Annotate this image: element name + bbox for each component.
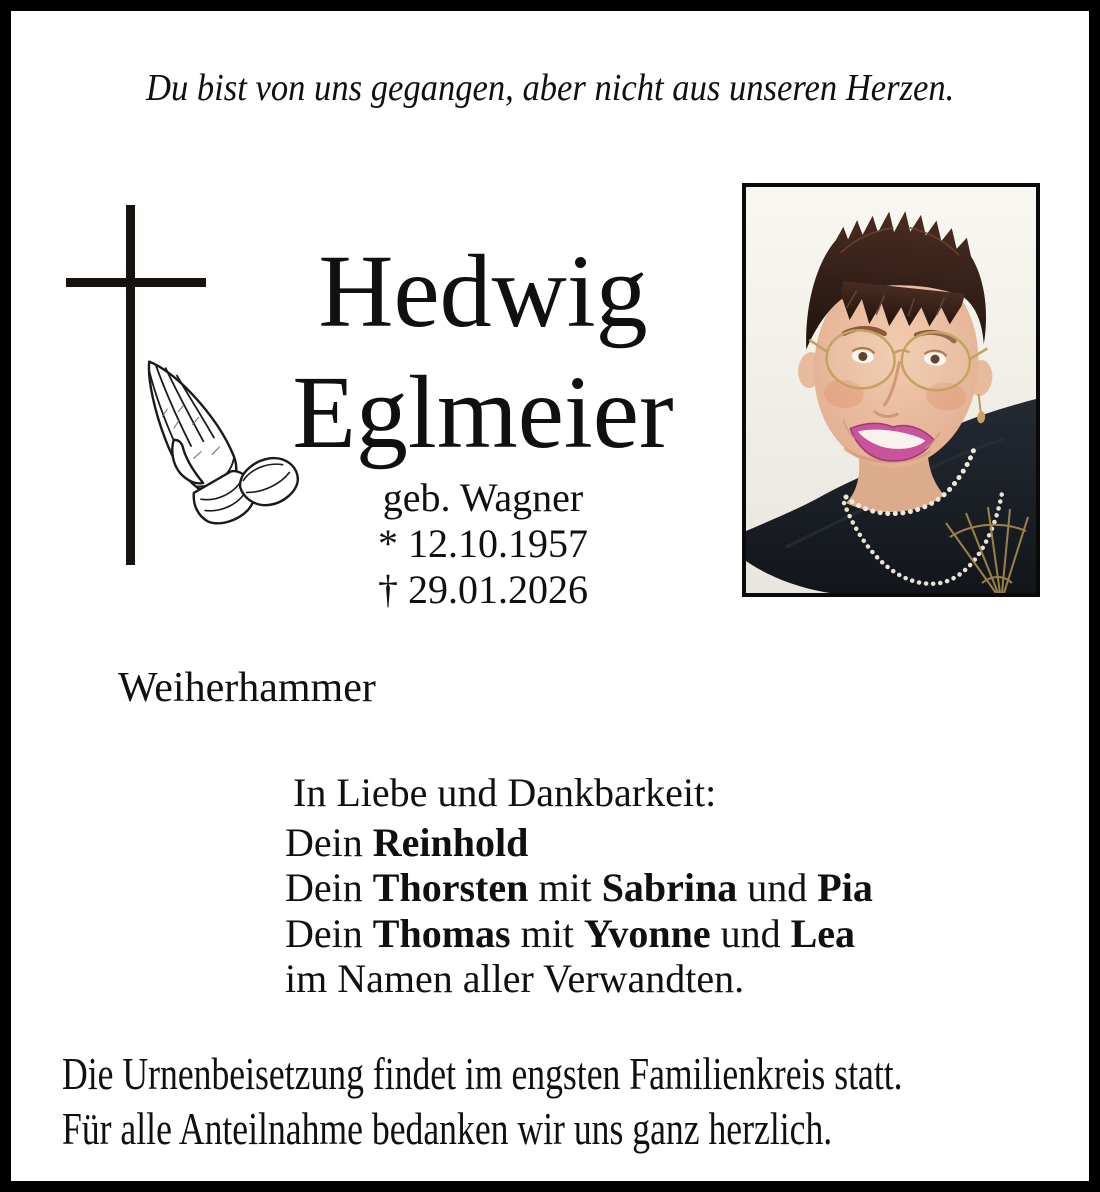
connector-word: mit [538, 865, 592, 911]
connector-word: und [720, 910, 781, 956]
family-member-name: Pia [817, 865, 873, 911]
family-member-name: Yvonne [583, 910, 711, 956]
footer-line-wrap [62, 1046, 1100, 1101]
footer-line-1: Die Urnenbeisetzung findet im engsten Familienkreis statt. [62, 1048, 903, 1099]
condolence-line [285, 820, 873, 866]
portrait-photo [742, 183, 1040, 597]
family-member-name: Reinhold [372, 819, 529, 865]
epigraph [11, 66, 1089, 112]
birth-date: * 12.10.1957 [378, 521, 588, 567]
family-member-name: Sabrina [601, 865, 738, 911]
relation-word: Dein [285, 819, 363, 865]
deceased-first-name: Hedwig [318, 234, 648, 349]
deceased-last-name: Eglmeier [292, 354, 674, 470]
death-date: † 29.01.2026 [378, 567, 588, 613]
relation-word: Dein [285, 865, 363, 911]
portrait-illustration [746, 187, 1036, 593]
condolence-line [285, 865, 873, 911]
condolence-block [285, 770, 873, 1002]
condolence-line [285, 911, 873, 957]
family-member-name: Lea [790, 910, 856, 956]
condolence-intro: In Liebe und Dankbarkeit: [293, 770, 717, 815]
family-member-name: Thomas [372, 910, 511, 956]
connector-word: mit [520, 910, 574, 956]
connector-word: und [747, 865, 808, 911]
footer-line-wrap [62, 1101, 1100, 1156]
condolence-outro: im Namen aller Verwandten. [285, 956, 745, 1002]
place-name: Weiherhammer [118, 665, 376, 711]
family-member-name: Thorsten [372, 865, 529, 911]
relation-word: Dein [285, 910, 363, 956]
maiden-name: geb. Wagner [382, 475, 584, 521]
footer-block [62, 1046, 1100, 1156]
epigraph-text: Du bist von uns gegangen, aber nicht aus unseren Herzen. [145, 67, 955, 109]
deceased-block [233, 232, 733, 613]
footer-line-2: Für alle Anteilnahme bedanken wir uns ganz herzlich. [62, 1103, 833, 1155]
